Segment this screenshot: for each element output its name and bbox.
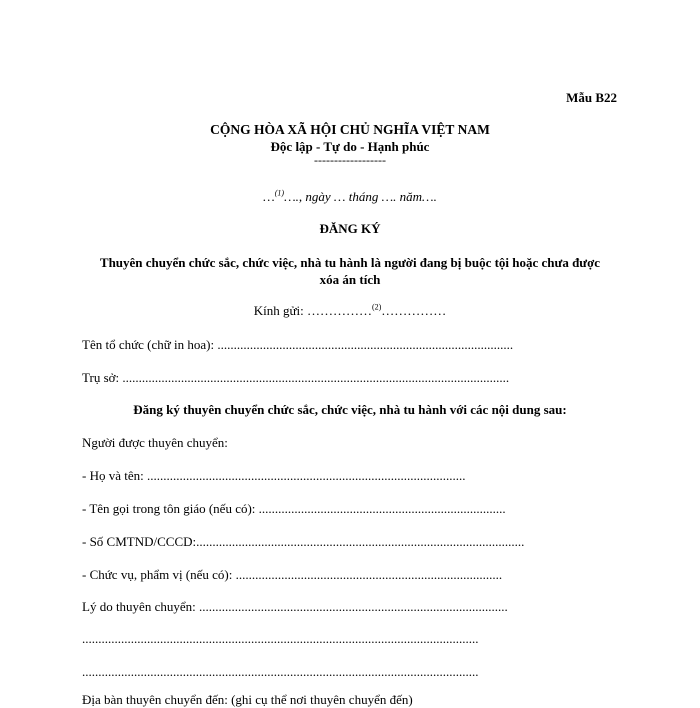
transferred-person-intro: Người được thuyên chuyển: xyxy=(82,435,228,450)
place-date-suffix: …., ngày … tháng …. năm…. xyxy=(284,189,437,204)
position-field: - Chức vụ, phẩm vị (nếu có): .................................................................................. xyxy=(82,567,503,582)
place-date-line xyxy=(0,189,700,205)
document-subject xyxy=(0,254,700,288)
religious-name-field: - Tên gọi trong tôn giáo (nếu có): ............................................................................ xyxy=(82,501,506,516)
subject-line-2: xóa án tích xyxy=(319,272,381,287)
form-code: Mẫu B22 xyxy=(566,90,617,105)
footnote-marker-1: (1) xyxy=(274,188,285,198)
organization-name-field: Tên tổ chức (chữ in hoa): ........................................................................................... xyxy=(82,337,514,352)
full-name-field: - Họ và tên: .................................................................................................. xyxy=(82,468,466,483)
blank-line-2: .......................................................................................................................... xyxy=(82,664,479,679)
organization-address-field: Trụ sở: ....................................................................................................................... xyxy=(82,370,510,385)
footnote-marker-2: (2) xyxy=(371,302,382,312)
recipient-label: Kính gửi: …………… xyxy=(253,303,372,318)
subject-line-1: Thuyên chuyển chức sắc, chức việc, nhà tu hành là người đang bị buộc tội hoặc chưa được xyxy=(99,255,601,270)
id-number-field: - Số CMTND/CCCD:..................................................................................................... xyxy=(82,534,525,549)
national-title: CỘNG HÒA XÃ HỘI CHỦ NGHĨA VIỆT NAM xyxy=(210,122,490,137)
blank-line-1: .......................................................................................................................... xyxy=(82,631,479,646)
recipient-line xyxy=(0,303,700,319)
national-motto: Độc lập - Tự do - Hạnh phúc xyxy=(270,139,430,154)
registration-heading: Đăng ký thuyên chuyển chức sắc, chức việc, nhà tu hành với các nội dung sau: xyxy=(133,402,567,417)
recipient-suffix: …………… xyxy=(381,303,447,318)
document-title: ĐĂNG KÝ xyxy=(319,221,381,236)
transfer-reason-field: Lý do thuyên chuyển: ............................................................................................... xyxy=(82,599,508,614)
motto-underline: ------------------ xyxy=(314,153,386,167)
place-date-prefix: … xyxy=(263,189,275,204)
cutoff-line: Địa bàn thuyên chuyển đến: (ghi cụ thể nơi thuyên chuyển đến) xyxy=(82,692,413,707)
